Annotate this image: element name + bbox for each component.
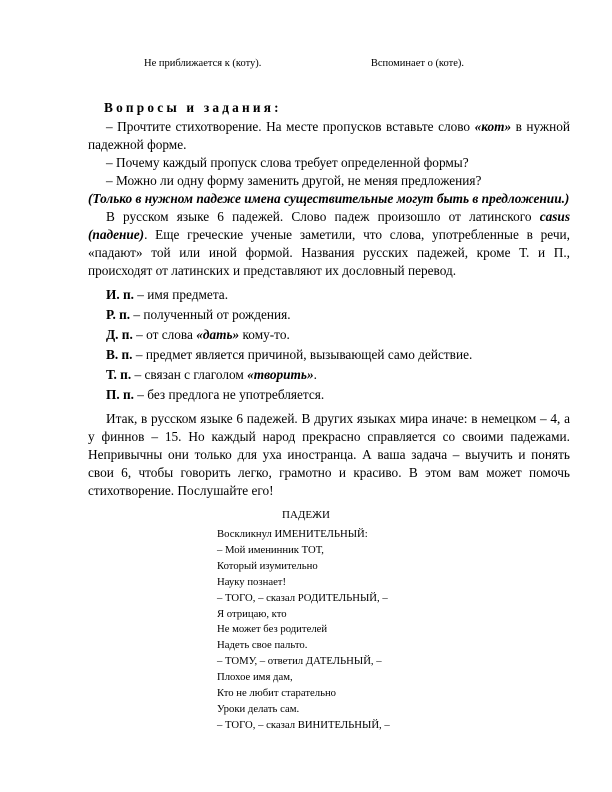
intro-paragraph: В русском языке 6 падежей. Слово падеж произошло от латинского casus (падение). Еще греческие ученые заметили, что слова, употребленные в речи, «падают» той или иной формой. Названия русских падежей, кроме Т. и П., происходят от латинских и представляют их дословный перевод.	[88, 209, 570, 278]
poem	[217, 527, 390, 734]
poem-line: Я отрицаю, кто	[217, 607, 287, 620]
poem-line: Воскликнул ИМЕНИТЕЛЬНЫЙ:	[217, 528, 368, 540]
case-item-prepositional: П. п. – без предлога не употребляется.	[106, 387, 325, 402]
case-item-dative: Д. п. – от слова «дать» кому-то.	[106, 327, 290, 342]
example-left: Не приближается к (коту).	[144, 58, 262, 69]
question-3-answer: (Только в нужном падеже имена существительные могут быть в предложении.)	[88, 191, 570, 206]
poem-line: – ТОГО, – сказал ВИНИТЕЛЬНЫЙ, –	[217, 718, 390, 731]
example-right: Вспоминает о (коте).	[370, 58, 464, 69]
poem-line: – Мой именинник ТОТ,	[217, 543, 324, 556]
questions-heading: Вопросы и задания:	[104, 100, 282, 115]
case-item-instrumental: Т. п. – связан с глаголом «творить».	[106, 367, 317, 382]
conclusion-paragraph: Итак, в русском языке 6 падежей. В других языках мира иначе: в немецком – 4, а у финнов – 15. Но каждый народ прекрасно справляется со своими падежами. Непривычны они только для уха иностранца. А ваша задача – выучить и понять свои 6, чтобы говорить легко, грамотно и красиво. В этом вам может помочь стихотворение. Послушайте его!	[88, 411, 570, 498]
poem-line: Плохое имя дам,	[217, 671, 293, 684]
poem-line: Кто не любит старательно	[217, 687, 337, 700]
word-padenie: (падение)	[88, 227, 145, 242]
poem-line: – ТОГО, – сказал РОДИТЕЛЬНЫЙ, –	[217, 591, 388, 604]
poem-line: Надеть свое пальто.	[217, 639, 308, 652]
case-item-nominative: И. п. – имя предмета.	[106, 287, 229, 302]
case-item-genitive: Р. п. – полученный от рождения.	[106, 307, 291, 322]
question-1: – Прочтите стихотворение. На месте пропусков вставьте слово «кот» в нужной падежной форме.	[88, 119, 571, 152]
poem-line: Не может без родителей	[217, 623, 328, 636]
question-2: – Почему каждый пропуск слова требует определенной формы?	[106, 155, 469, 170]
word-casus: casus	[539, 209, 570, 224]
question-3: – Можно ли одну форму заменить другой, не меняя предложения?	[106, 173, 482, 188]
main-text	[88, 99, 570, 500]
poem-line: Который изумительно	[217, 559, 318, 572]
case-list	[88, 286, 570, 404]
poem-title: ПАДЕЖИ	[282, 509, 330, 521]
poem-line: Уроки делать сам.	[217, 702, 300, 715]
word-kot: «кот»	[474, 119, 512, 134]
case-item-accusative: В. п. – предмет является причиной, вызывающей само действие.	[106, 347, 473, 362]
poem-line: Науку познает!	[217, 575, 287, 588]
poem-line: – ТОМУ, – ответил ДАТЕЛЬНЫЙ, –	[217, 655, 382, 668]
example-row	[144, 58, 464, 69]
